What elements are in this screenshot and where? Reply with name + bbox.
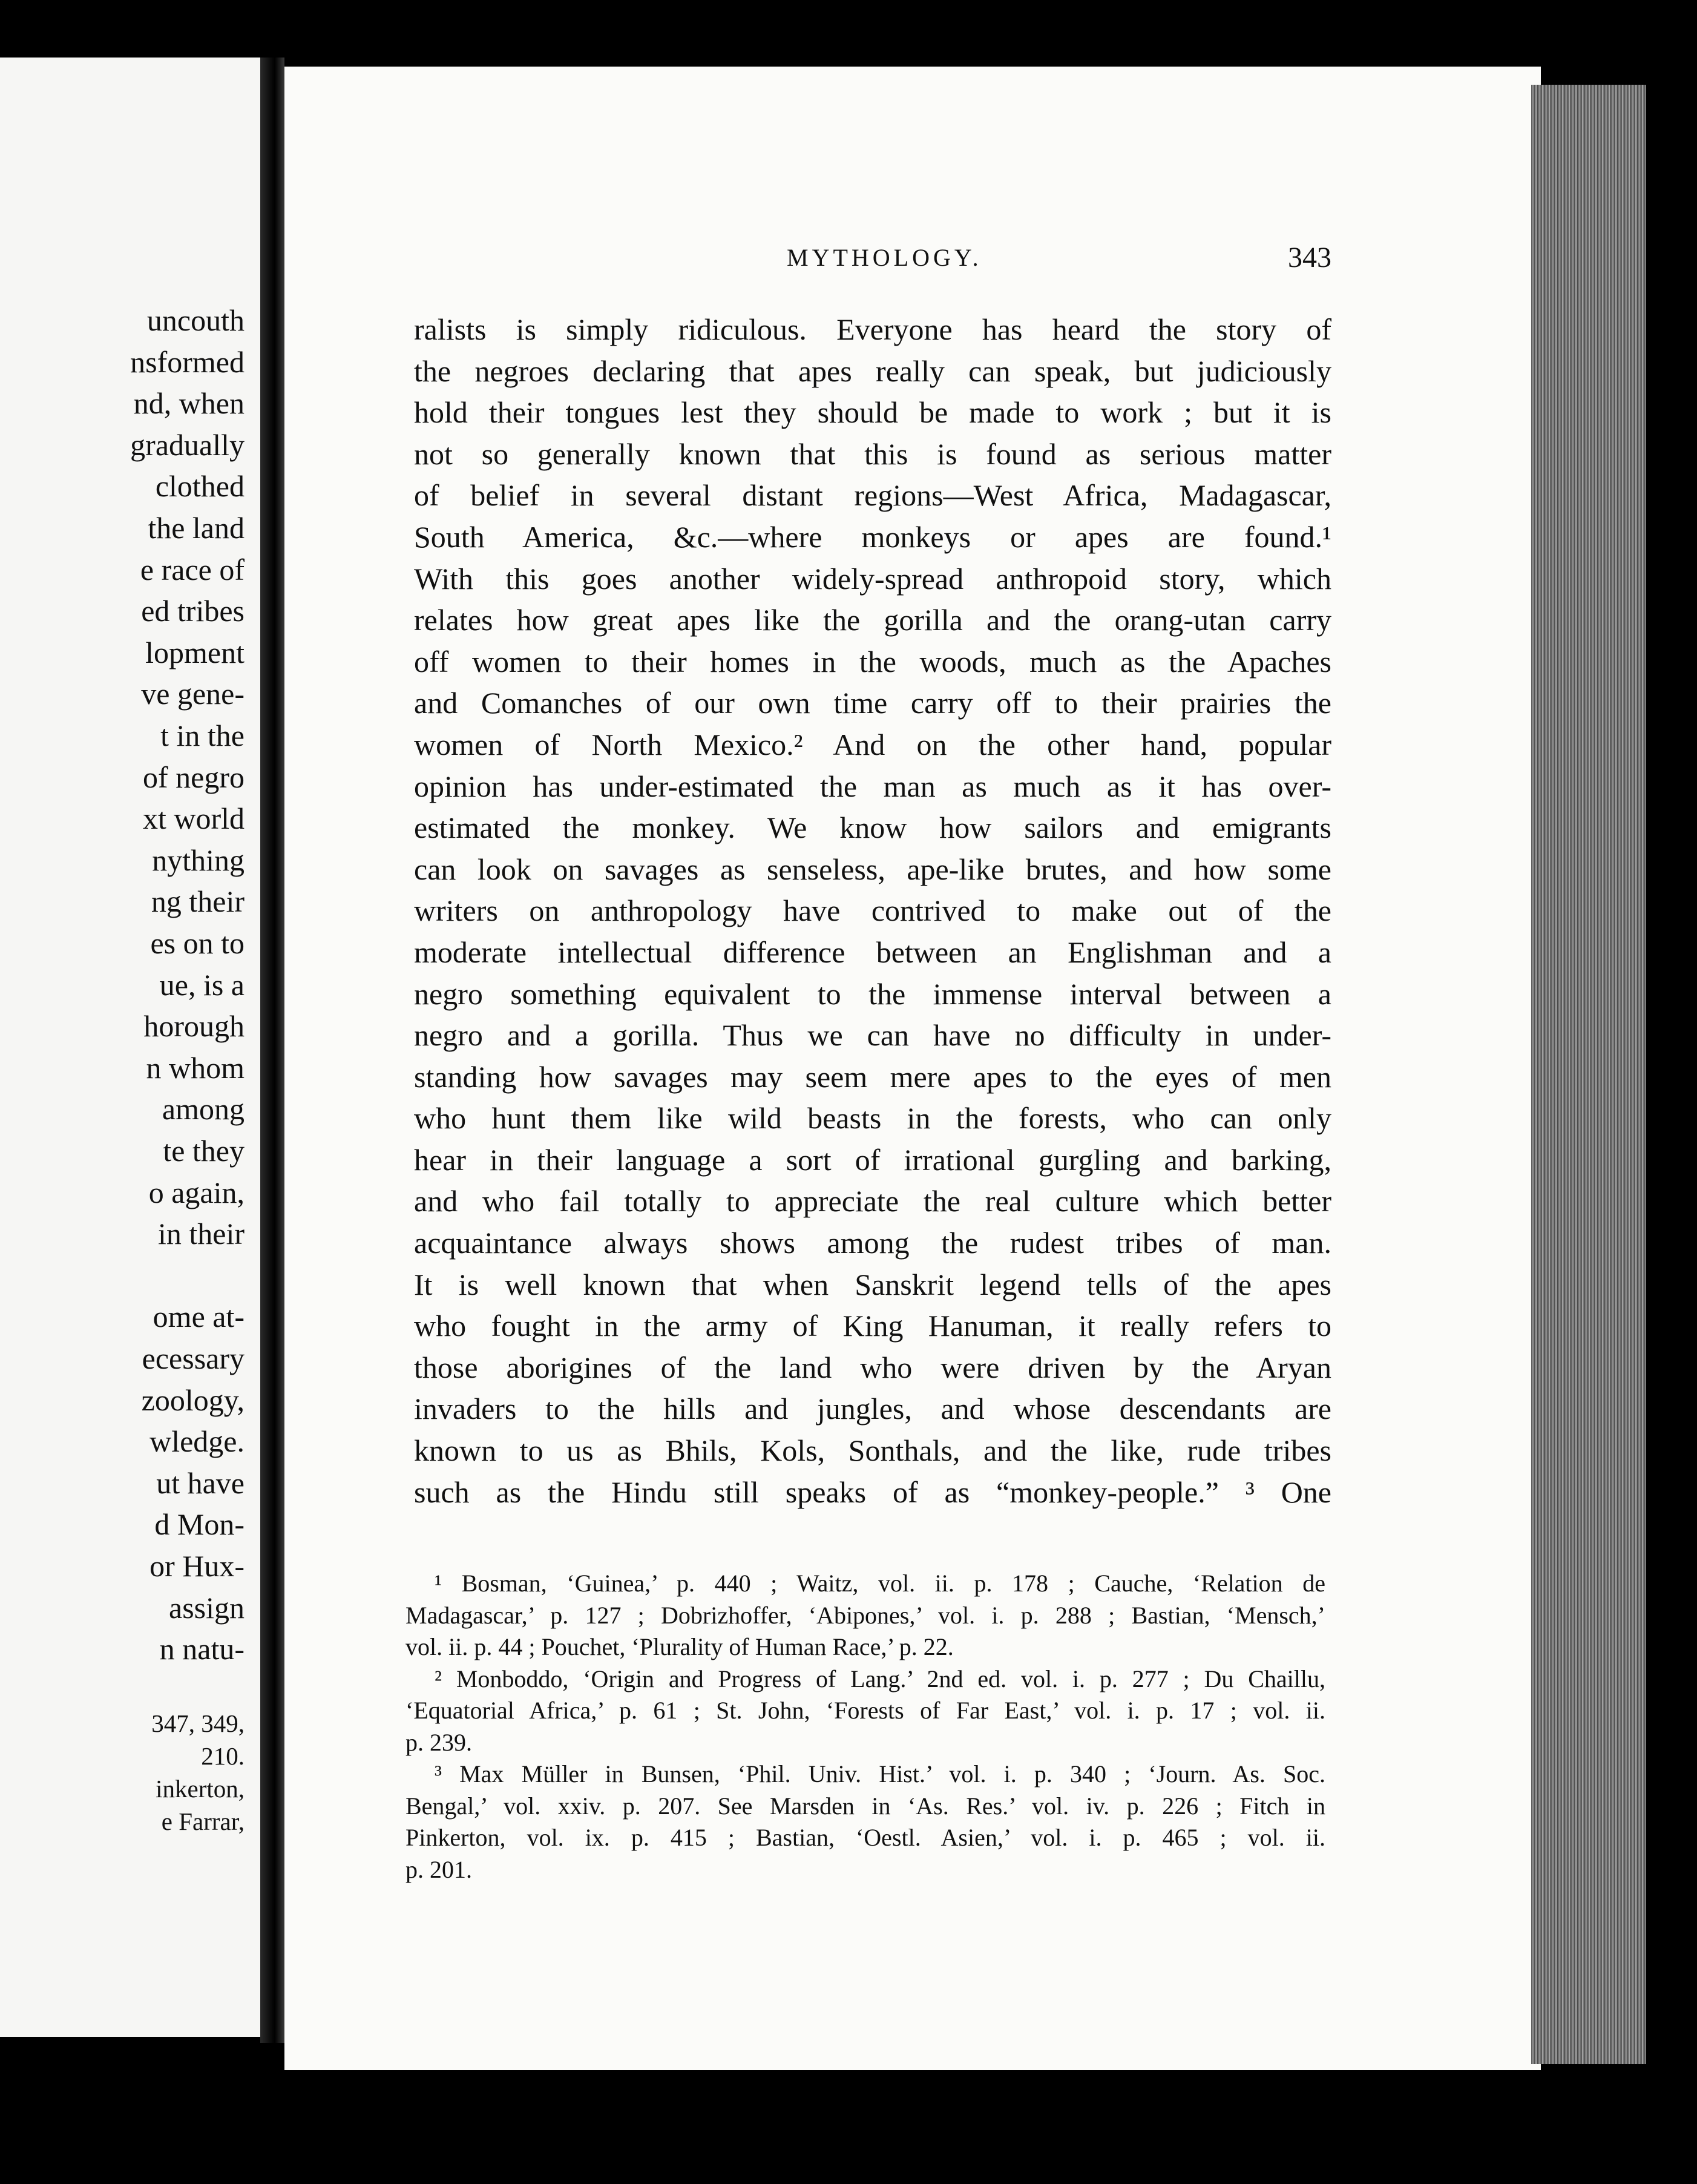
facing-page-line: t in the [160, 719, 245, 752]
facing-page-line: te they [163, 1134, 245, 1168]
facing-page-fragment [0, 58, 260, 2037]
body-line: such as the Hindu still speaks of as “monkey-people.” ³ One [414, 1475, 1331, 1509]
body-line: invaders to the hills and jungles, and whose descendants are [414, 1392, 1331, 1426]
facing-page-line: ed tribes [141, 594, 245, 628]
body-line: negro something equivalent to the immense interval between a [414, 976, 1331, 1011]
facing-page-line: xt world [142, 801, 245, 836]
facing-page-line: in their [157, 1217, 245, 1251]
facing-page-line: or Hux- [149, 1549, 245, 1583]
body-line: women of North Mexico.² And on the other hand, popular [414, 727, 1331, 761]
footnote-line: ‘Equatorial Africa,’ p. 61 ; St. John, ‘Forests of Far East,’ vol. i. p. 17 ; vol. ii. [405, 1697, 1325, 1724]
body-line: estimated the monkey. We know how sailors and emigrants [414, 811, 1331, 845]
footnote-line: vol. ii. p. 44 ; Pouchet, ‘Plurality of Human Race,’ p. 22. [405, 1633, 954, 1660]
facing-page-footnote-line: 347, 349, [151, 1709, 245, 1737]
body-line: With this goes another widely-spread anthropoid story, which [414, 561, 1331, 596]
book-gutter [260, 58, 284, 2043]
body-line: It is well known that when Sanskrit legend tells of the apes [414, 1267, 1331, 1301]
body-line: who fought in the army of King Hanuman, it really refers to [414, 1309, 1331, 1343]
facing-page-line: ecessary [142, 1341, 245, 1375]
body-text [414, 309, 1331, 1513]
facing-page-line: ut have [156, 1465, 245, 1500]
facing-page-line: ome at- [153, 1300, 245, 1334]
body-line: hold their tongues lest they should be made to work ; but it is [414, 395, 1331, 430]
facing-page-line: ve gene- [141, 677, 245, 711]
body-line: those aborigines of the land who were driven by the Aryan [414, 1350, 1331, 1384]
page-number: 343 [1288, 242, 1331, 274]
facing-page-line: of negro [143, 760, 245, 794]
body-line: standing how savages may seem mere apes to the eyes of men [414, 1059, 1331, 1094]
facing-page-footnote-line: 210. [201, 1742, 245, 1770]
facing-page-footnote-line: e Farrar, [161, 1807, 245, 1835]
facing-page-line: ng their [151, 884, 245, 919]
body-line: South America, &c.—where monkeys or apes are found.¹ [414, 519, 1331, 554]
footnote-line: Pinkerton, vol. ix. p. 415 ; Bastian, ‘Oestl. Asien,’ vol. i. p. 465 ; vol. ii. [405, 1824, 1325, 1851]
body-line: acquaintance always shows among the rudest tribes of man. [414, 1226, 1331, 1260]
body-line: who hunt them like wild beasts in the forests, who can only [414, 1101, 1331, 1136]
facing-page-line: ue, is a [159, 967, 245, 1002]
facing-page-line: e race of [140, 552, 245, 587]
footnotes [405, 1568, 1325, 1886]
body-line: ralists is simply ridiculous. Everyone has heard the story of [414, 312, 1331, 346]
footnote-line: Madagascar,’ p. 127 ; Dobrizhoffer, ‘Abipones,’ vol. i. p. 288 ; Bastian, ‘Mensch,’ [405, 1601, 1325, 1629]
footnote-line: p. 239. [405, 1728, 472, 1756]
facing-page-line: wledge. [149, 1424, 245, 1459]
footnote-line: ³ Max Müller in Bunsen, ‘Phil. Univ. Hist.’ vol. i. p. 340 ; ‘Journ. As. Soc. [435, 1760, 1325, 1788]
facing-page-footnote-line: inkerton, [156, 1775, 245, 1803]
footnote-line: ² Monboddo, ‘Origin and Progress of Lang.’ 2nd ed. vol. i. p. 277 ; Du Chaillu, [435, 1665, 1325, 1692]
facing-page-line: es on to [150, 926, 245, 960]
body-line: off women to their homes in the woods, much as the Apaches [414, 644, 1331, 679]
footnote-line: p. 201. [405, 1855, 472, 1883]
facing-page-line: n whom [146, 1050, 245, 1085]
facing-page-line: gradually [130, 427, 245, 462]
body-line: negro and a gorilla. Thus we can have no difficulty in under- [414, 1018, 1331, 1053]
facing-page-line: uncouth [146, 303, 245, 337]
facing-page-line: nsformed [130, 344, 245, 379]
facing-page-line: among [162, 1092, 245, 1127]
body-line: opinion has under-estimated the man as much as it has over- [414, 769, 1331, 803]
facing-page-line: zoology, [141, 1383, 245, 1417]
facing-page-line: horough [143, 1009, 245, 1044]
body-line: of belief in several distant regions—West Africa, Madagascar, [414, 478, 1331, 513]
facing-page-line: nd, when [133, 386, 245, 421]
page-stack-edge [1531, 85, 1646, 2064]
scan-speck [1092, 47, 1098, 53]
facing-page-line: assign [169, 1590, 245, 1625]
facing-page-line: n natu- [159, 1632, 245, 1666]
scan-speck [726, 36, 735, 61]
body-line: the negroes declaring that apes really can speak, but judiciously [414, 354, 1331, 388]
body-line: hear in their language a sort of irrational gurgling and barking, [414, 1142, 1331, 1177]
body-line: writers on anthropology have contrived to make out of the [414, 893, 1331, 928]
facing-page-line: o again, [148, 1175, 245, 1209]
body-line: can look on savages as senseless, ape-like brutes, and how some [414, 852, 1331, 886]
facing-page-line: clothed [155, 469, 245, 504]
body-line: and who fail totally to appreciate the real culture which better [414, 1184, 1331, 1219]
body-line: known to us as Bhils, Kols, Sonthals, and the like, rude tribes [414, 1433, 1331, 1468]
footnote-line: Bengal,’ vol. xxiv. p. 207. See Marsden in ‘As. Res.’ vol. iv. p. 226 ; Fitch in [405, 1792, 1325, 1820]
footnote-line: ¹ Bosman, ‘Guinea,’ p. 440 ; Waitz, vol. ii. p. 178 ; Cauche, ‘Relation de [435, 1570, 1325, 1597]
facing-page-line: nything [152, 843, 245, 877]
body-line: and Comanches of our own time carry off to their prairies the [414, 686, 1331, 720]
body-line: relates how great apes like the gorilla and the orang-utan carry [414, 603, 1331, 637]
facing-page-line: the land [148, 511, 245, 545]
body-line: not so generally known that this is found as serious matter [414, 436, 1331, 471]
running-head: MYTHOLOGY. [787, 244, 982, 271]
facing-page-line: d Mon- [154, 1507, 245, 1542]
scan-speck [1422, 33, 1427, 38]
facing-page-line: lopment [145, 635, 245, 669]
body-line: moderate intellectual difference between an Englishman and a [414, 935, 1331, 969]
